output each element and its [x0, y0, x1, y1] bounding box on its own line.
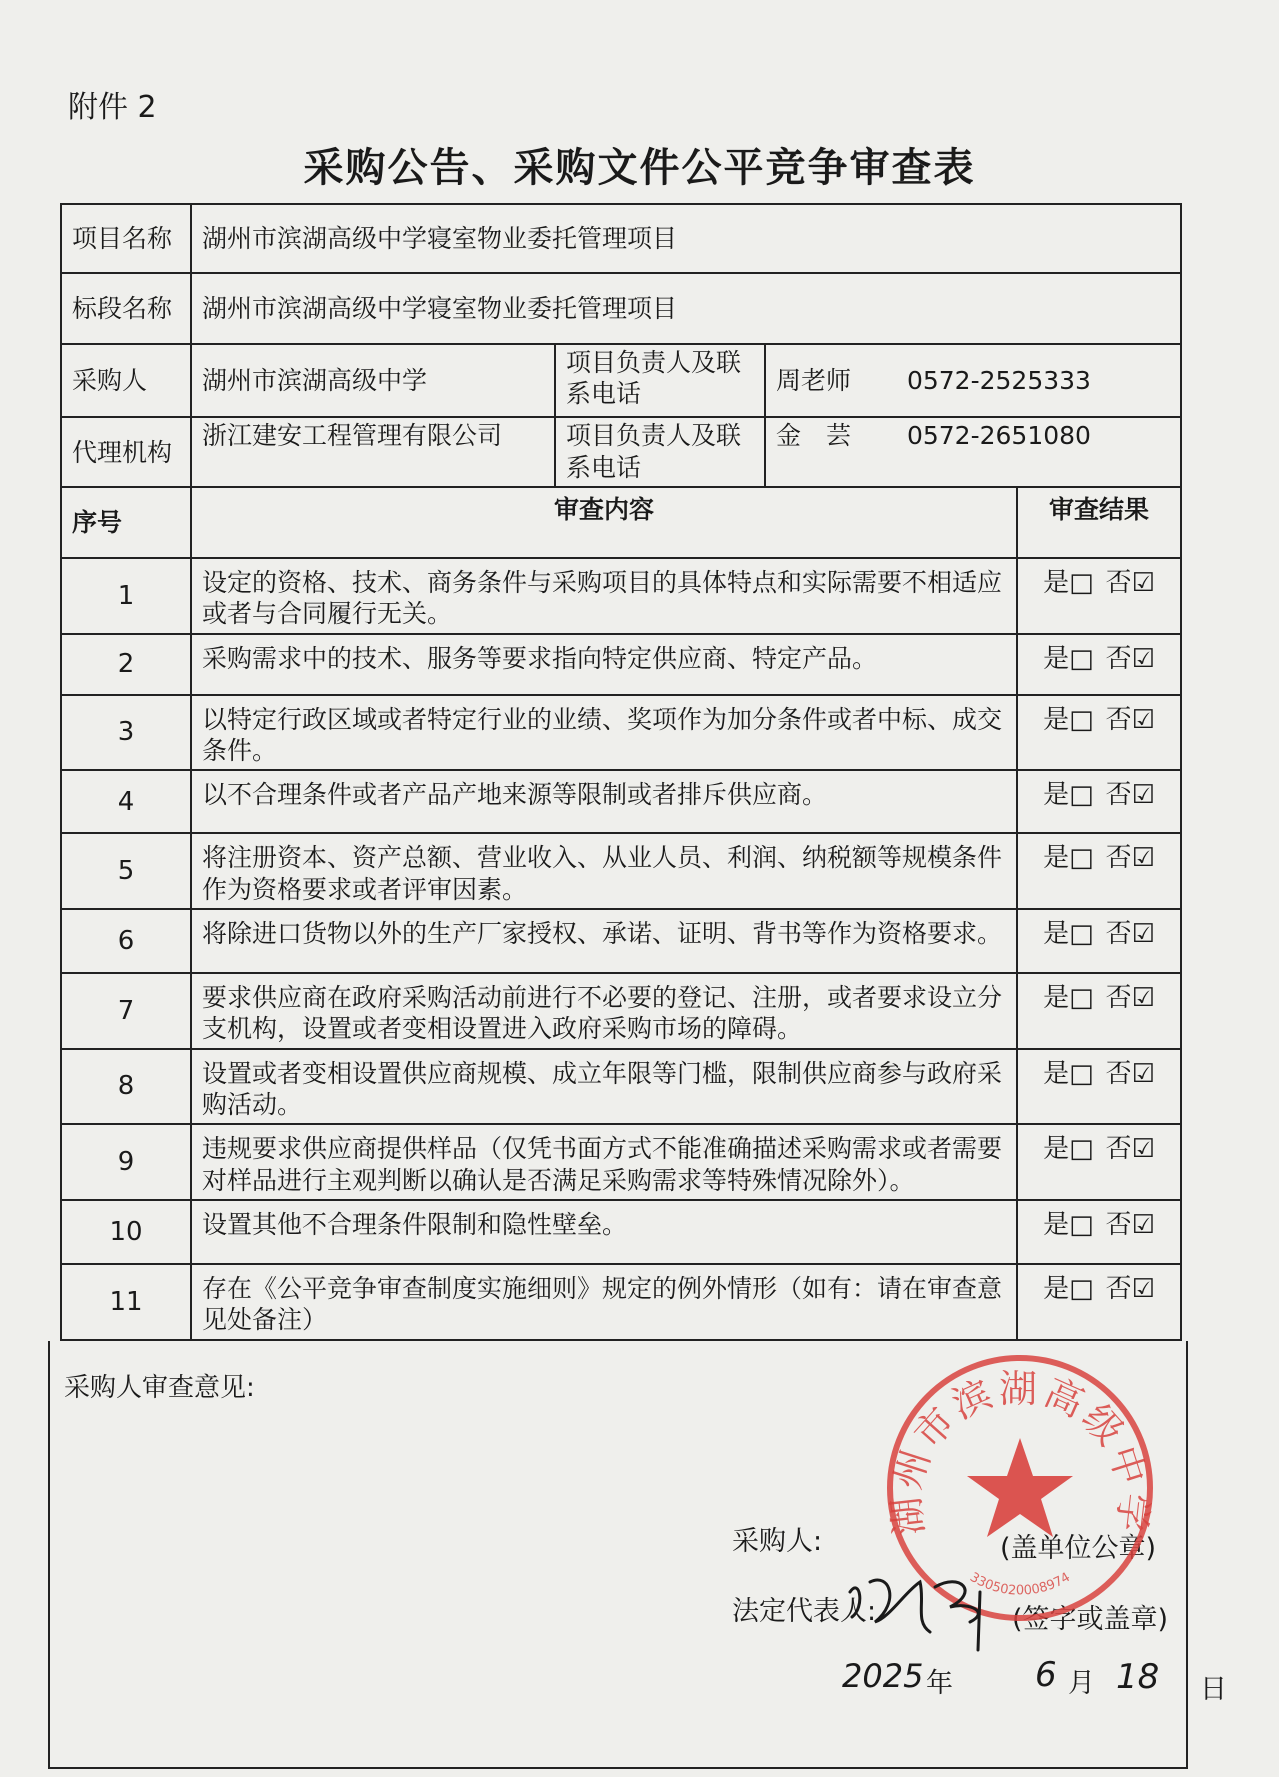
- item-result: [1017, 973, 1181, 1049]
- item-result: [1017, 1200, 1181, 1264]
- review-item-row: [61, 1049, 1181, 1125]
- agency-contact-name: 金 芸: [776, 421, 852, 451]
- review-item-row: [61, 973, 1181, 1049]
- item-content: 将除进口货物以外的生产厂家授权、承诺、证明、背书等作为资格要求。: [191, 909, 1017, 973]
- attachment-label: 附件 2: [68, 90, 157, 125]
- rep-sign-note: (签字或盖章): [1012, 1604, 1169, 1635]
- review-item-row: [61, 833, 1181, 909]
- review-item-row: [61, 634, 1181, 695]
- result-yes-checkbox[interactable]: 是□: [1043, 780, 1094, 811]
- result-no-checkbox[interactable]: 否☑: [1105, 1274, 1155, 1305]
- item-result: [1017, 634, 1181, 695]
- item-result: [1017, 770, 1181, 833]
- seal-text: 湖州市滨湖高级中学: [883, 1366, 1157, 1538]
- seal-star-icon: [967, 1438, 1073, 1537]
- review-item-row: [61, 1200, 1181, 1264]
- result-yes-checkbox[interactable]: 是□: [1043, 1274, 1094, 1305]
- result-yes-checkbox[interactable]: 是□: [1043, 643, 1094, 674]
- rep-sign-label: 法定代表人:: [732, 1596, 877, 1627]
- agency-contact-phone: 0572-2651080: [906, 421, 1091, 451]
- section-label: 标段名称: [61, 273, 191, 344]
- result-yes-checkbox[interactable]: 是□: [1043, 983, 1094, 1014]
- item-content: 以特定行政区域或者特定行业的业绩、奖项作为加分条件或者中标、成交条件。: [191, 695, 1017, 771]
- item-seq: 2: [61, 634, 191, 695]
- item-seq: 7: [61, 973, 191, 1049]
- result-yes-checkbox[interactable]: 是□: [1043, 704, 1094, 735]
- result-yes-checkbox[interactable]: 是□: [1043, 1058, 1094, 1089]
- result-yes-checkbox[interactable]: 是□: [1043, 1210, 1094, 1241]
- item-result: [1017, 1124, 1181, 1200]
- header-result: 审查结果: [1017, 487, 1181, 558]
- review-table: [60, 203, 1182, 1341]
- purchaser-row: [61, 344, 1181, 417]
- result-yes-checkbox[interactable]: 是□: [1043, 1134, 1094, 1165]
- header-seq: 序号: [61, 487, 191, 558]
- item-seq: 11: [61, 1264, 191, 1340]
- review-item-row: [61, 770, 1181, 833]
- agency-row: [61, 417, 1181, 487]
- item-content: 存在《公平竞争审查制度实施细则》规定的例外情形（如有：请在审查意见处备注）: [191, 1264, 1017, 1340]
- agency-value: 浙江建安工程管理有限公司: [191, 417, 555, 487]
- result-yes-checkbox[interactable]: 是□: [1043, 843, 1094, 874]
- review-item-row: [61, 909, 1181, 973]
- result-yes-checkbox[interactable]: 是□: [1043, 919, 1094, 950]
- result-yes-checkbox[interactable]: 是□: [1043, 568, 1094, 599]
- page-title: 采购公告、采购文件公平竞争审查表: [303, 145, 976, 191]
- agency-label: 代理机构: [61, 417, 191, 487]
- item-result: [1017, 909, 1181, 973]
- handwritten-signature: [830, 1562, 1020, 1652]
- item-content: 设置其他不合理条件限制和隐性壁垒。: [191, 1200, 1017, 1264]
- review-items: [61, 558, 1181, 1340]
- item-result: [1017, 1049, 1181, 1125]
- header-content: 审查内容: [191, 487, 1017, 558]
- header-row: [61, 487, 1181, 558]
- item-seq: 10: [61, 1200, 191, 1264]
- project-label: 项目名称: [61, 204, 191, 273]
- date-month-handwritten: 6: [1035, 1655, 1057, 1695]
- item-content: 设置或者变相设置供应商规模、成立年限等门槛，限制供应商参与政府采购活动。: [191, 1049, 1017, 1125]
- item-content: 设定的资格、技术、商务条件与采购项目的具体特点和实际需要不相适应或者与合同履行无关。: [191, 558, 1017, 634]
- result-no-checkbox[interactable]: 否☑: [1105, 1210, 1155, 1241]
- agency-contact: [765, 417, 1181, 487]
- purchaser-value: 湖州市滨湖高级中学: [191, 344, 555, 417]
- purchaser-sign-note: (盖单位公章): [1000, 1533, 1157, 1564]
- item-result: [1017, 1264, 1181, 1340]
- agency-contact-label: 项目负责人及联系电话: [555, 417, 765, 487]
- purchaser-label: 采购人: [61, 344, 191, 417]
- item-content: 将注册资本、资产总额、营业收入、从业人员、利润、纳税额等规模条件作为资格要求或者评审因素。: [191, 833, 1017, 909]
- project-value: 湖州市滨湖高级中学寝室物业委托管理项目: [191, 204, 1181, 273]
- result-no-checkbox[interactable]: 否☑: [1105, 568, 1155, 599]
- review-item-row: [61, 1264, 1181, 1340]
- result-no-checkbox[interactable]: 否☑: [1105, 983, 1155, 1014]
- item-seq: 9: [61, 1124, 191, 1200]
- item-content: 违规要求供应商提供样品（仅凭书面方式不能准确描述采购需求或者需要对样品进行主观判断以确认是否满足采购需求等特殊情况除外）。: [191, 1124, 1017, 1200]
- result-no-checkbox[interactable]: 否☑: [1105, 704, 1155, 735]
- review-item-row: [61, 1124, 1181, 1200]
- review-item-row: [61, 558, 1181, 634]
- result-no-checkbox[interactable]: 否☑: [1105, 780, 1155, 811]
- date-day-handwritten: 18: [1116, 1657, 1160, 1697]
- item-result: [1017, 833, 1181, 909]
- item-content: 采购需求中的技术、服务等要求指向特定供应商、特定产品。: [191, 634, 1017, 695]
- date-year-handwritten: 2025: [842, 1657, 924, 1695]
- section-row: [61, 273, 1181, 344]
- opinion-label: 采购人审查意见:: [64, 1373, 255, 1403]
- item-seq: 6: [61, 909, 191, 973]
- result-no-checkbox[interactable]: 否☑: [1105, 1134, 1155, 1165]
- section-value: 湖州市滨湖高级中学寝室物业委托管理项目: [191, 273, 1181, 344]
- purchaser-contact-phone: 0572-2525333: [906, 366, 1091, 396]
- result-no-checkbox[interactable]: 否☑: [1105, 643, 1155, 674]
- seal-code: 3305020008974: [967, 1569, 1073, 1599]
- date-month-label: 月: [1068, 1668, 1095, 1699]
- item-seq: 1: [61, 558, 191, 634]
- purchaser-sign-label: 采购人:: [732, 1526, 823, 1557]
- item-result: [1017, 558, 1181, 634]
- result-no-checkbox[interactable]: 否☑: [1105, 1058, 1155, 1089]
- purchaser-contact-name: 周老师: [776, 366, 852, 396]
- project-row: [61, 204, 1181, 273]
- item-seq: 8: [61, 1049, 191, 1125]
- item-content: 以不合理条件或者产品产地来源等限制或者排斥供应商。: [191, 770, 1017, 833]
- item-seq: 5: [61, 833, 191, 909]
- item-seq: 4: [61, 770, 191, 833]
- review-item-row: [61, 695, 1181, 771]
- item-seq: 3: [61, 695, 191, 771]
- date-day-label: 日: [1200, 1674, 1227, 1705]
- result-no-checkbox[interactable]: 否☑: [1105, 919, 1155, 950]
- purchaser-contact-label: 项目负责人及联系电话: [555, 344, 765, 417]
- item-content: 要求供应商在政府采购活动前进行不必要的登记、注册，或者要求设立分支机构，设置或者变相设置进入政府采购市场的障碍。: [191, 973, 1017, 1049]
- date-year-label: 年: [926, 1668, 953, 1699]
- result-no-checkbox[interactable]: 否☑: [1105, 843, 1155, 874]
- purchaser-contact: [765, 344, 1181, 417]
- item-result: [1017, 695, 1181, 771]
